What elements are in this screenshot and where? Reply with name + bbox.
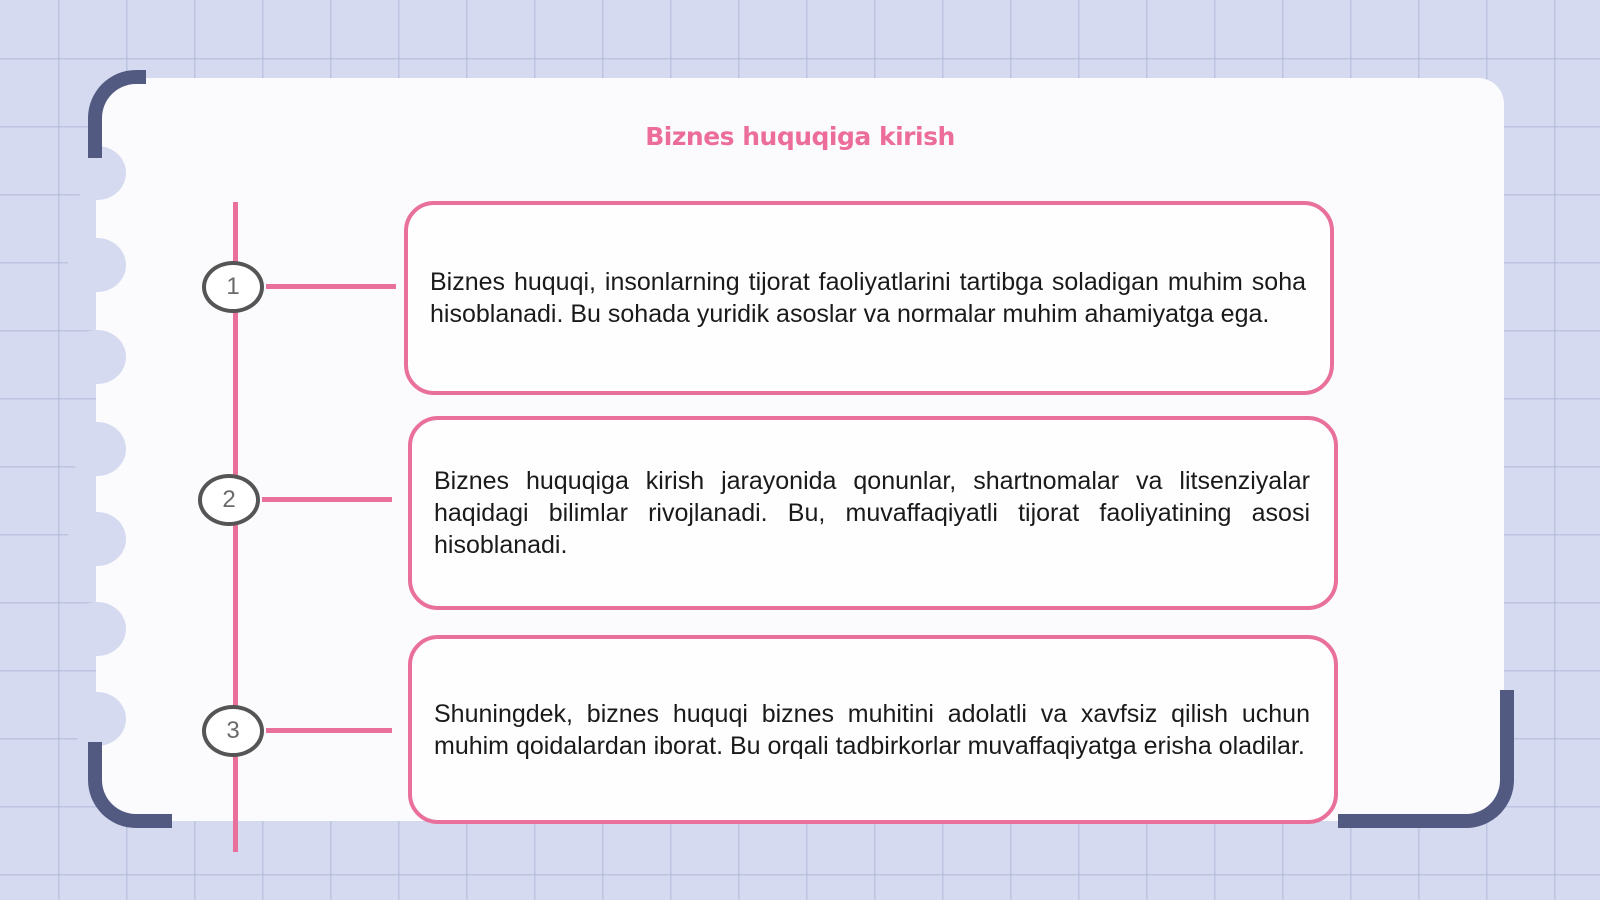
paper-notch — [68, 692, 126, 746]
paper-notch — [68, 330, 126, 384]
frame-corner-bottom-left — [88, 742, 172, 828]
step-2-text: Biznes huquqiga kirish jarayonida qonunlar, shartnomalar va litsenziyalar haqidagi bilimlar rivojlanadi. Bu, muvaffaqiyatli tijorat faoliyatining asosi hisoblanadi. — [434, 467, 1310, 559]
step-2-card — [408, 416, 1338, 610]
paper-notch — [68, 602, 126, 656]
step-3-connector — [266, 728, 392, 733]
frame-corner-bottom-right — [1338, 690, 1514, 828]
step-1-number: 1 — [202, 261, 264, 313]
paper-notch — [68, 238, 126, 292]
step-3-card — [408, 635, 1338, 824]
step-3-text: Shuningdek, biznes huquqi biznes muhitini adolatli va xavfsiz qilish uchun muhim qoidalardan iborat. Bu orqali tadbirkorlar muvaffaqiyatga erisha oladilar. — [434, 699, 1310, 760]
step-1-connector — [266, 284, 396, 289]
step-2-number: 2 — [198, 474, 260, 526]
paper-notch — [68, 512, 126, 566]
step-1-text: Biznes huquqi, insonlarning tijorat faoliyatlarini tartibga soladigan muhim soha hisoblanadi. Bu sohada yuridik asoslar va normalar muhim ahamiyatga ega. — [430, 268, 1306, 328]
paper-notch — [68, 422, 126, 476]
step-2-connector — [262, 497, 392, 502]
step-1-card — [404, 201, 1334, 395]
frame-corner-top-left — [88, 70, 146, 158]
step-3-number: 3 — [202, 705, 264, 757]
slide-title: Biznes huquqiga kirish — [645, 122, 955, 151]
